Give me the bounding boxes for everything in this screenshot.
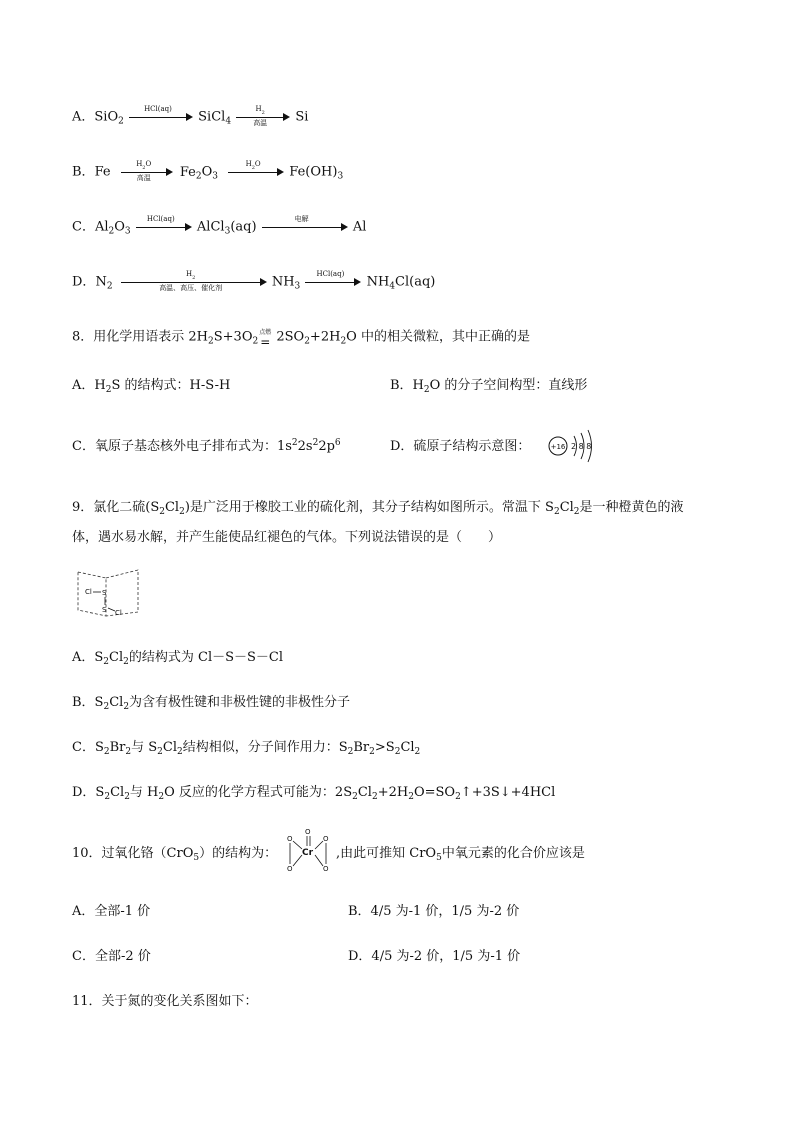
q10-option-a[interactable]: A．全部-1 价 xyxy=(72,904,151,919)
reaction-arrow: 电解 xyxy=(262,218,348,236)
nucleus-charge: +16 xyxy=(550,443,566,451)
reaction-arrow: $H_2O$ xyxy=(228,163,284,181)
q9-stem-line2: 体，遇水易水解，并产生能使品红褪色的气体。下列说法错误的是（ ） xyxy=(72,530,502,545)
q7-option-c[interactable]: C．$Al_2O_3$ HCl(aq) AlCl$_3$(aq) 电解 Al xyxy=(72,215,367,237)
reaction-arrow: $H_2$ 高温、高压、催化剂 xyxy=(121,273,267,291)
q8-stem: 8．用化学用语表示 $2H_2S+3O_2$ 点燃 = $2SO_2+2H_2O$ 中的相关微粒，其中正确的是 xyxy=(72,329,530,349)
oxygen-atom: O xyxy=(323,865,329,873)
q8-option-c[interactable]: C．氧原子基态核外电子排布式为：$1s^22s^22p^6$ xyxy=(72,438,341,454)
sulfur-atom-diagram xyxy=(544,428,604,468)
chlorine-atom: Cl xyxy=(85,588,92,596)
q9-option-d[interactable]: D．$S_2Cl_2$与 $H_2O$ 反应的化学方程式可能为：$2S_2Cl_2+2H_2O=SO_2↑+3S↓+4HCl$ xyxy=(72,785,556,802)
q8-option-d[interactable]: D．硫原子结构示意图： xyxy=(390,439,531,454)
q9-option-a[interactable]: A．$S_2Cl_2$的结构式为 Cl－S－S－Cl xyxy=(72,650,284,667)
reaction-arrow: HCl(aq) xyxy=(305,273,361,291)
chromium-atom: Cr xyxy=(302,848,314,858)
q10-option-c[interactable]: C．全部-2 价 xyxy=(72,949,151,964)
oxygen-atom: O xyxy=(287,865,293,873)
oxygen-atom: O xyxy=(287,835,293,843)
ignite-condition: 点燃 = xyxy=(259,329,272,349)
q10-option-b[interactable]: B．4/5 为-1 价，1/5 为-2 价 xyxy=(348,904,520,919)
q11-stem: 11．关于氮的变化关系图如下： xyxy=(72,994,258,1009)
reaction-arrow: $H_2$ 高温 xyxy=(236,108,290,126)
q10-option-d[interactable]: D．4/5 为-2 价，1/5 为-1 价 xyxy=(348,949,521,964)
reaction-arrow: HCl(aq) xyxy=(129,108,193,126)
oxygen-atom: O xyxy=(323,835,329,843)
oxygen-atom: O xyxy=(305,828,311,836)
q7-option-d[interactable]: D．$N_2$ $H_2$ 高温、高压、催化剂 $NH_3$ HCl(aq) $NH_4Cl(aq)$ xyxy=(72,270,436,292)
sulfur-atom: S xyxy=(102,589,107,597)
q9-option-b[interactable]: B．$S_2Cl_2$为含有极性键和非极性键的非极性分子 xyxy=(72,695,351,712)
cro5-structure-figure xyxy=(282,826,334,876)
reaction-arrow: $H_2O$ 高温 xyxy=(121,163,173,181)
q9-stem-line1: 9．氯化二硫$(S_2Cl_2)$是广泛用于橡胶工业的硫化剂，其分子结构如图所示。常温下 $S_2Cl_2$是一种橙黄色的液 xyxy=(72,500,684,517)
chlorine-atom: Cl xyxy=(115,609,122,617)
q8-option-a[interactable]: A．$H_2S$ 的结构式：H-S-H xyxy=(72,378,231,395)
q10-stem-left: 10．过氧化铬（CrO$_5$）的结构为： xyxy=(72,846,278,863)
q10-stem-right: ,由此可推知 CrO$_5$中氧元素的化合价应该是 xyxy=(336,846,585,863)
q9-option-c[interactable]: C．$S_2Br_2$与 $S_2Cl_2$结构相似，分子间作用力：$S_2Br_2>S_2Cl_2$ xyxy=(72,740,421,757)
q8-option-b[interactable]: B．$H_2O$ 的分子空间构型：直线形 xyxy=(390,378,588,395)
q7-option-b[interactable]: B．Fe $H_2O$ 高温 $Fe_2O_3$ $H_2O$ $Fe(OH)_3$ xyxy=(72,160,344,182)
reaction-arrow: HCl(aq) xyxy=(136,218,192,236)
s2cl2-structure-figure xyxy=(72,566,146,624)
q7-option-a[interactable]: A．SiO$_2$ HCl(aq) SiCl$_4$ $H_2$ 高温 Si xyxy=(72,105,309,127)
sulfur-atom: S xyxy=(102,606,107,614)
shell-electrons: 2 8 8 xyxy=(571,442,592,451)
